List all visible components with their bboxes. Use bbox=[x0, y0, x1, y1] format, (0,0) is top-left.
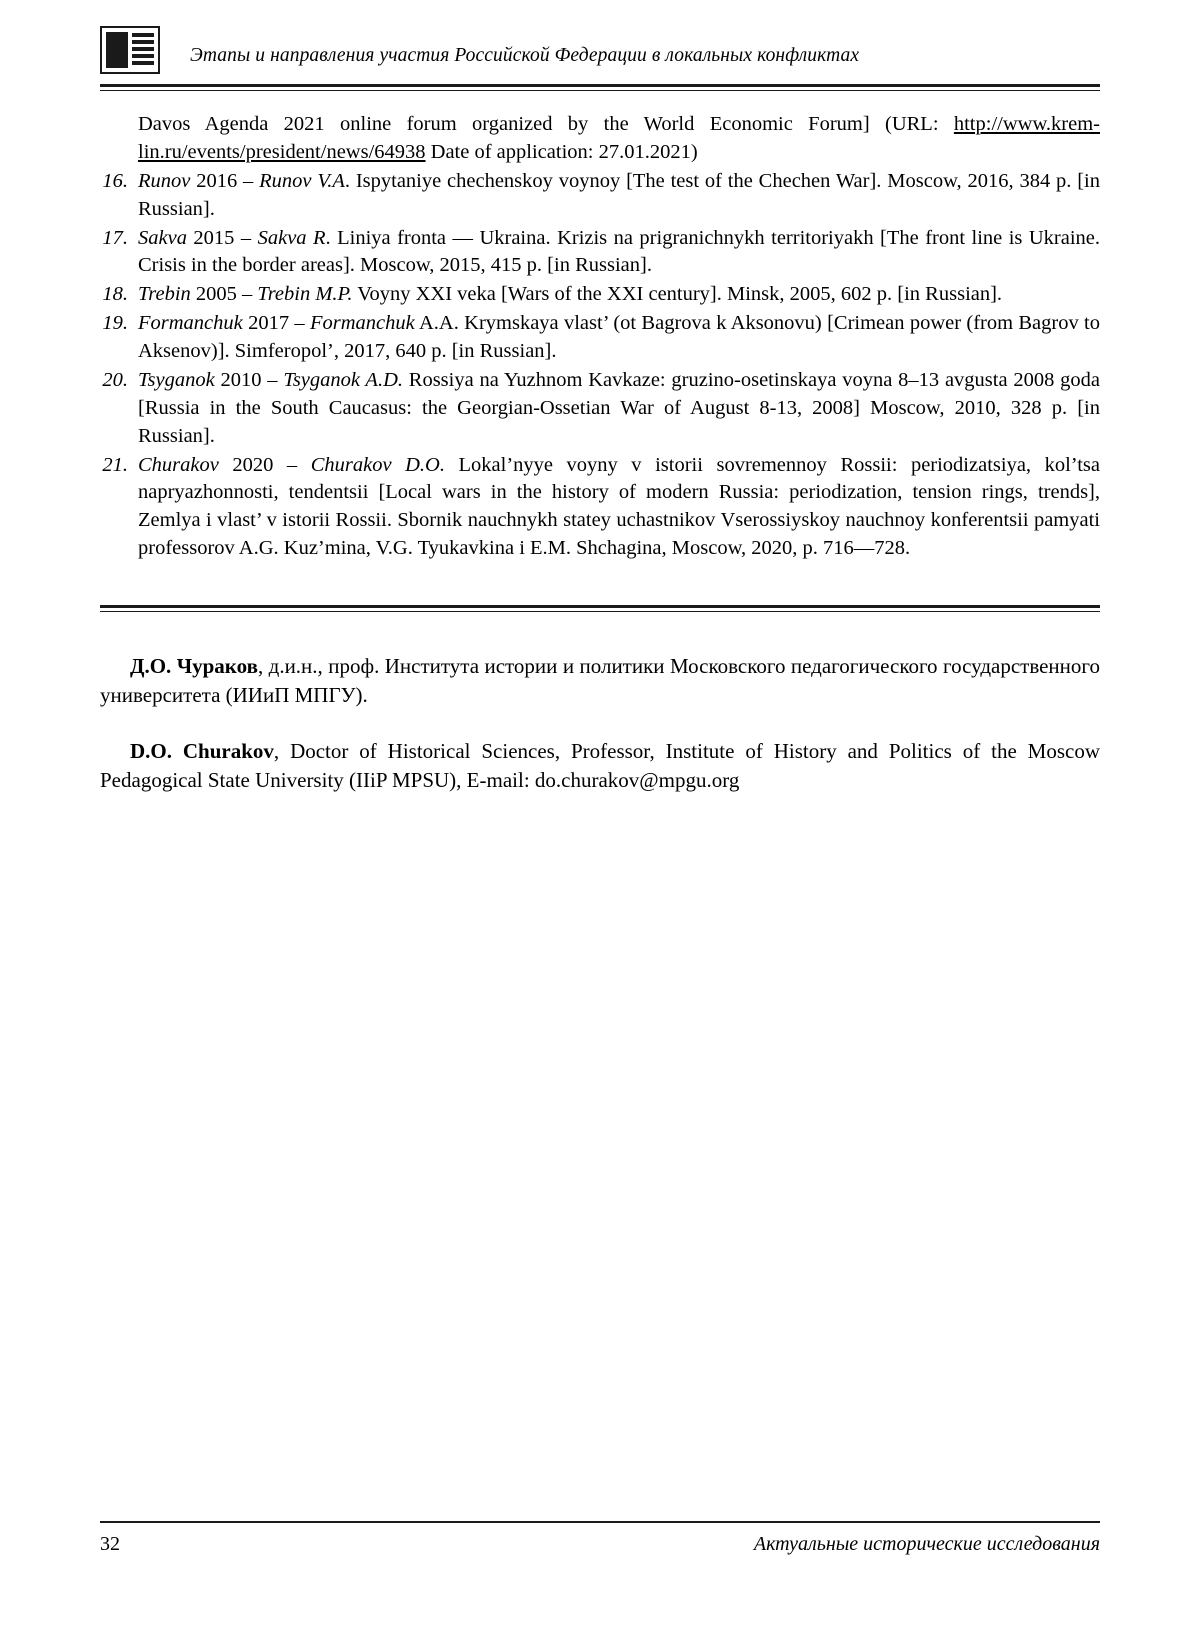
page-footer bbox=[100, 1521, 1100, 1556]
header-divider bbox=[100, 84, 1100, 91]
item-reference: Sakva R bbox=[257, 226, 326, 249]
author-affiliation-en: , Doctor of Historical Sciences, Professor, Institute of History and Politics of the Moscow Pedagogical State University (IIiP MPSU), E-mail: do.churakov@mpgu.org bbox=[100, 738, 1100, 793]
item-year: 2016 – bbox=[190, 169, 260, 192]
item-author: Trebin bbox=[138, 283, 191, 306]
item-text bbox=[138, 367, 1100, 451]
author-affiliation-ru: , д.и.н., проф. Института истории и политики Московского педагогического государственного университета (ИИиП МПГУ). bbox=[100, 654, 1101, 708]
author-info-block bbox=[100, 652, 1100, 796]
item-year: 2010 – bbox=[214, 368, 284, 391]
running-title: Этапы и направления участия Российской Федерации в локальных конфликтах bbox=[190, 45, 860, 66]
item-rest: . Ispytaniye chechenskoy voynoy [The test of the Chechen War]. Moscow, 2016, 384 p. [in Russian]. bbox=[138, 169, 1101, 220]
item-rest: Lokal’nyye voyny v istorii sovremennoy Rossii: periodizatsiya, kol’tsa napryazhonnosti, tendentsii [Local wars in the history of modern Russia: periodization, tension rings, trends], Zemlya i vlast’ v istorii Rossii. Sbornik nauchnykh statey uchastnikov Vserossiyskoy nauchnoy konferentsii pamyati professorov A.G. Kuz’mina, V.G. Tyukavkina i E.M. Shchagina, Moscow, 2020, p. 716—728. bbox=[138, 453, 1101, 560]
item-text bbox=[138, 168, 1100, 224]
item-number: 21. bbox=[102, 453, 128, 476]
item-author: Formanchuk bbox=[138, 312, 243, 335]
author-english bbox=[100, 737, 1100, 796]
list-item bbox=[100, 225, 1100, 281]
footer-divider bbox=[100, 1521, 1100, 1523]
list-item bbox=[100, 452, 1100, 564]
item-number: 18. bbox=[102, 283, 128, 306]
item-number: 16. bbox=[102, 169, 128, 192]
item-reference: Trebin M.P. bbox=[257, 283, 353, 306]
item-reference: Runov V.A bbox=[259, 169, 345, 192]
item-number: 19. bbox=[102, 312, 128, 335]
item-text bbox=[138, 225, 1100, 281]
item-author: Sakva bbox=[138, 226, 187, 249]
journal-title: Актуальные исторические исследования bbox=[753, 1533, 1100, 1555]
author-name-en: D.O. Churakov bbox=[130, 738, 274, 763]
item-reference: Tsyganok A.D. bbox=[283, 368, 403, 391]
item-text bbox=[138, 452, 1100, 564]
section-divider bbox=[100, 605, 1100, 612]
item-author: Runov bbox=[138, 169, 191, 192]
item-author: Tsyganok bbox=[138, 368, 215, 391]
page-header bbox=[100, 0, 1100, 78]
item-author: Churakov bbox=[138, 453, 219, 476]
author-name-ru: Д.О. Чураков bbox=[130, 654, 258, 678]
lead-text-part1: Davos Agenda 2021 online forum organized by the World Economic Forum] (URL: bbox=[138, 113, 954, 135]
bibliography-lead-paragraph bbox=[138, 111, 1100, 167]
item-year: 2015 – bbox=[186, 226, 258, 249]
page-number: 32 bbox=[100, 1533, 120, 1555]
item-year: 2017 – bbox=[242, 312, 310, 335]
item-rest: Voyny XXI veka [Wars of the XXI century]. Minsk, 2005, 602 p. [in Russian]. bbox=[352, 283, 1003, 306]
item-year: 2020 – bbox=[218, 453, 311, 476]
author-russian bbox=[100, 652, 1100, 711]
item-number: 20. bbox=[102, 368, 128, 391]
item-rest: . Liniya fronta — Ukraina. Krizis na prigranichnykh territoriyakh [The front line is Ukraine. Crisis in the border areas]. Moscow, 2015, 415 p. [in Russian]. bbox=[138, 226, 1100, 277]
item-text bbox=[138, 281, 1100, 309]
item-number: 17. bbox=[102, 226, 128, 249]
item-year: 2005 – bbox=[190, 283, 258, 306]
list-item bbox=[100, 168, 1100, 224]
list-item bbox=[100, 310, 1100, 366]
item-text bbox=[138, 310, 1100, 366]
list-item bbox=[100, 367, 1100, 451]
item-rest: A.A. Krymskaya vlast’ (ot Bagrova k Aksonovu) [Crimean power (from Bagrov to Aksenov)]. Simferopol’, 2017, 640 p. [in Russian]. bbox=[138, 312, 1100, 362]
lead-text-part2: Date of application: 27.01.2021) bbox=[425, 140, 698, 163]
list-item bbox=[100, 281, 1100, 309]
item-rest: Rossiya na Yuzhnom Kavkaze: gruzino-osetinskaya voyna 8–13 avgusta 2008 goda [Russia in the South Caucasus: the Georgian-Ossetian War of August 8-13, 2008] Moscow, 2010, 328 p. [in Russian]. bbox=[138, 368, 1100, 447]
item-reference: Churakov D.O. bbox=[310, 453, 445, 476]
book-icon bbox=[100, 26, 160, 74]
item-reference: Formanchuk bbox=[310, 312, 415, 335]
bibliography-list bbox=[100, 111, 1100, 563]
kremlin-url-link[interactable]: http://www.krem-lin.ru/events/president/news/64938 bbox=[138, 113, 1100, 163]
